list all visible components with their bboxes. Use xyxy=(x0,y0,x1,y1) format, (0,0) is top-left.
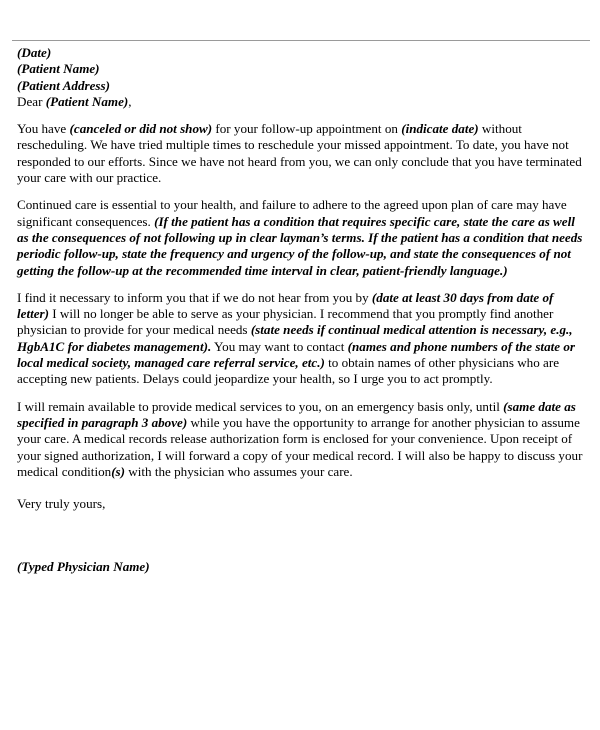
signature-placeholder: (Typed Physician Name) xyxy=(17,559,150,575)
letter-body xyxy=(17,45,583,576)
placeholder-text: (s) xyxy=(111,463,126,479)
placeholder-text: (indicate date) xyxy=(401,121,479,137)
letter-paragraphs xyxy=(17,121,583,480)
placeholder-text: (canceled or did not show) xyxy=(69,121,213,137)
placeholder-text: (If the patient has a condition that requires specific care, state the care as well as the consequences of not following up in clear layman’s terms. If the patient has a condition that needs periodic follow-up, state the frequency and urgency of the follow-up, and state the consequences of not getting the follow-up at the recommended time interval in clear, patient-friendly language.) xyxy=(17,213,583,278)
salutation-comma: , xyxy=(128,93,132,109)
body-text: for your follow-up appointment on xyxy=(212,121,402,137)
paragraph-4 xyxy=(17,399,583,480)
placeholder-text: (same date as specified in paragraph 3 above) xyxy=(17,398,576,430)
placeholder-text: (date at least 30 days from date of letter) xyxy=(17,289,554,322)
body-text: I find it necessary to inform you that if we do not hear from you by xyxy=(17,289,372,305)
date-placeholder: (Date) xyxy=(17,45,52,60)
closing: Very truly yours, xyxy=(17,496,106,512)
body-text: Continued care is essential to your health, and failure to adhere to the agreed upon plan of care may have significant consequences. xyxy=(17,197,567,229)
body-text: You may want to contact xyxy=(211,338,348,354)
paragraph-1 xyxy=(17,121,583,186)
paragraph-2 xyxy=(17,197,583,278)
salutation-dear: Dear xyxy=(17,93,46,109)
body-text: with the physician who assumes your care. xyxy=(125,463,353,479)
salutation-name: (Patient Name) xyxy=(45,93,129,109)
body-text: You have xyxy=(17,121,70,137)
body-text: I will no longer be able to serve as your physician. I recommend that you promptly find another physician to provide for your medical needs xyxy=(17,306,554,338)
placeholder-text: (state needs if continual medical attention is necessary, e.g., HgbA1C for diabetes management). xyxy=(17,322,573,354)
paragraph-3 xyxy=(17,290,583,388)
header-rule xyxy=(12,40,590,41)
body-text: while you have the opportunity to arrange for another physician to assume your care. A medical records release authorization form is enclosed for your convenience. Upon receipt of your signed authorization, I will forward a copy of your medical record. I will also be happy to discuss your medical condition xyxy=(17,414,583,479)
body-text: without rescheduling. We have tried multiple times to reschedule your missed appointment. To date, you have not responded to our efforts. Since we have not heard from you, we can only conclude that you have terminated your care with our practice. xyxy=(17,121,582,186)
body-text: I will remain available to provide medical services to you, on an emergency basis only, until xyxy=(17,398,504,414)
body-text: to obtain names of other physicians who are accepting new patients. Delays could jeopardize your health, so I urge you to act promptly. xyxy=(17,355,560,387)
placeholder-text: (names and phone numbers of the state or local medical society, managed care referral service, etc.) xyxy=(17,338,575,371)
salutation xyxy=(17,94,583,110)
patient-name-placeholder: (Patient Name) xyxy=(17,61,100,77)
patient-address-placeholder: (Patient Address) xyxy=(17,77,110,93)
